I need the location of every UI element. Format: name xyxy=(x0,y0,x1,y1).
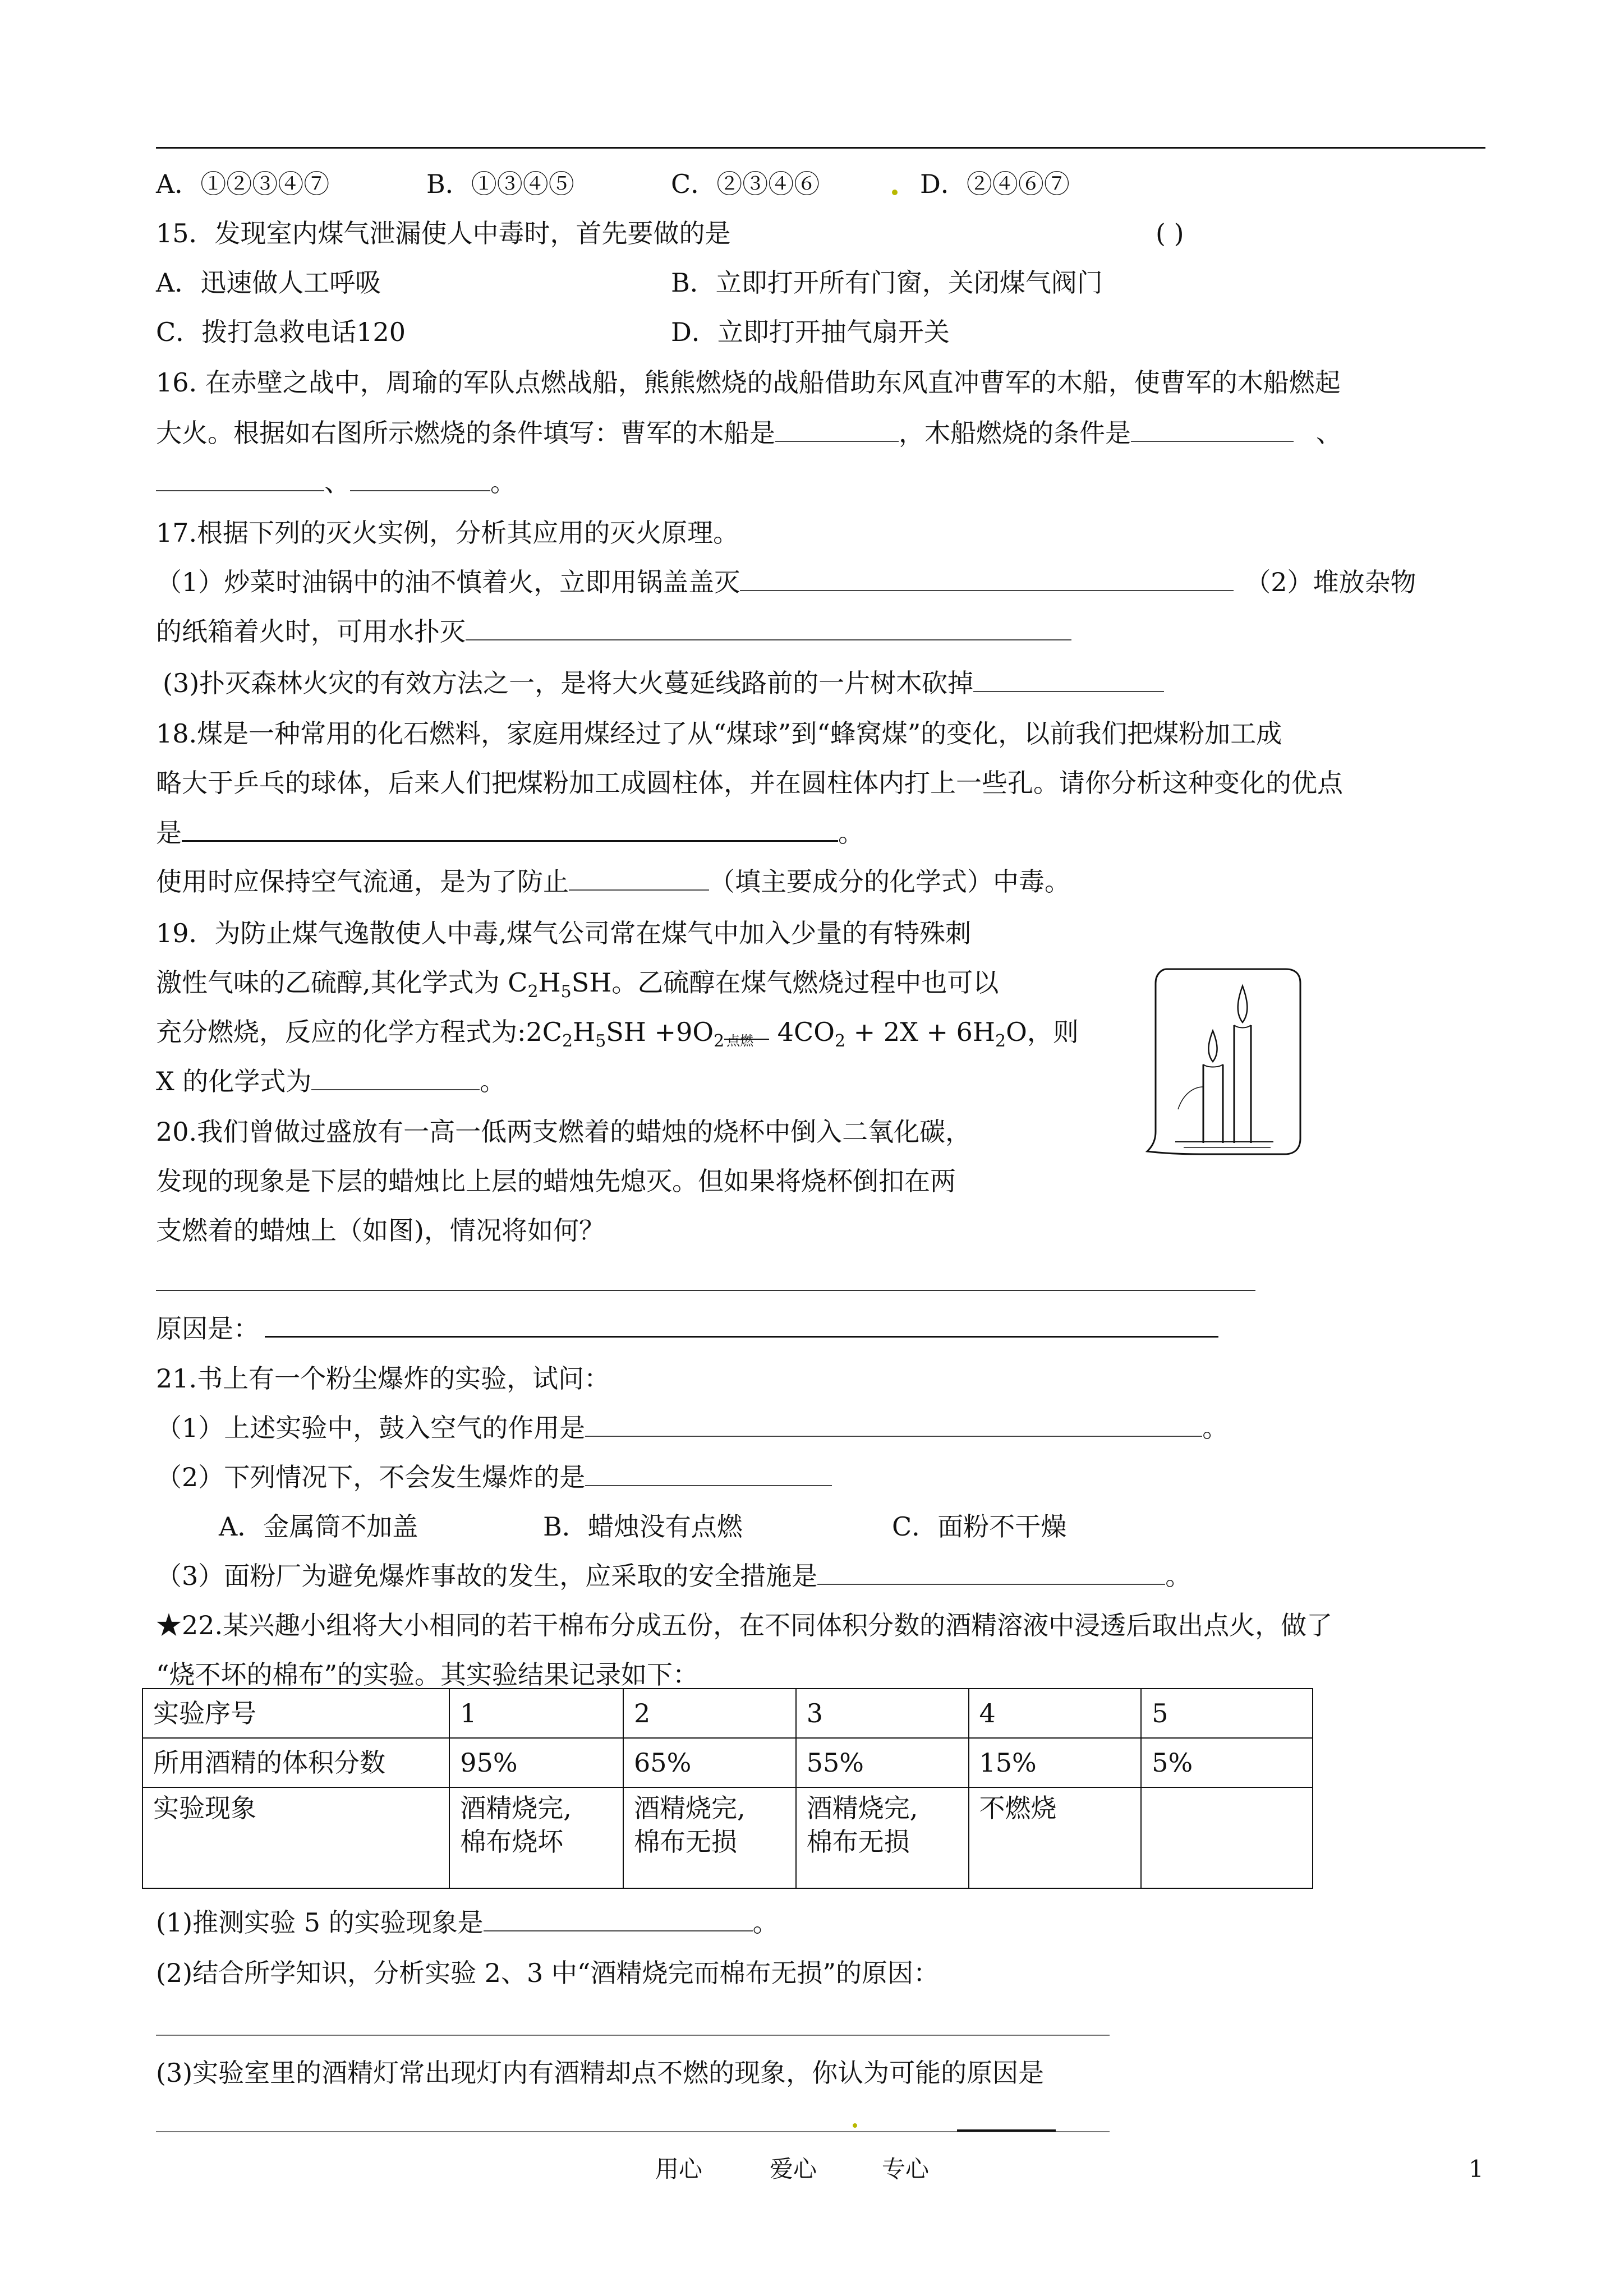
accent-dot xyxy=(892,190,898,195)
q16-blank-3[interactable] xyxy=(156,465,324,491)
q18-blank-1[interactable] xyxy=(182,815,838,842)
q17-blank-3[interactable] xyxy=(973,666,1164,692)
table-cell: 酒精烧完, 棉布无损 xyxy=(796,1787,969,1888)
q14-option-a: A．①②③④⑦ xyxy=(156,169,330,199)
q22-part2: (2)结合所学知识，分析实验 2、3 中“酒精烧完而棉布无损”的原因： xyxy=(156,1958,939,1988)
table-cell: 65% xyxy=(623,1738,796,1787)
q18-text-a: 是 xyxy=(156,818,182,848)
table-cell[interactable] xyxy=(1141,1787,1313,1888)
q17-part2-text: （2）堆放杂物 xyxy=(1245,567,1416,597)
table-cell: 不燃烧 xyxy=(969,1787,1142,1888)
q14-option-d: D．②④⑥⑦ xyxy=(920,169,1070,199)
q20-reason xyxy=(156,1311,1218,1345)
q17-part1 xyxy=(156,565,1416,599)
footer-label-b: 爱心 xyxy=(770,2155,817,2183)
table-cell: 2 xyxy=(623,1689,796,1738)
q18-text-c: 使用时应保持空气流通，是为了防止 xyxy=(156,866,569,897)
q15-stem: 15．发现室内煤气泄漏使人中毒时，首先要做的是 xyxy=(156,218,731,248)
inverted-beaker-candles-figure xyxy=(1144,958,1313,1171)
q20-reason-label: 原因是： xyxy=(156,1313,259,1344)
q16-text-a: 大火。根据如右图所示燃烧的条件填写：曹军的木船是 xyxy=(156,418,775,448)
table-cell: 酒精烧完, 棉布烧坏 xyxy=(449,1787,623,1888)
q22-part1: (1)推测实验 5 的实验现象是 。 xyxy=(156,1906,779,1939)
q21-part2: （2）下列情况下，不会发生爆炸的是 xyxy=(156,1460,832,1494)
q18-line1: 18.煤是一种常用的化石燃料，家庭用煤经过了从“煤球”到“蜂窝煤”的变化，以前我们把煤粉加工成 xyxy=(156,718,1282,749)
q16-end: 。 xyxy=(490,467,516,497)
q20-answer-line[interactable] xyxy=(156,1290,1255,1291)
q16-text-b: ，木船燃烧的条件是 xyxy=(899,418,1131,448)
q18-line2: 略大于乒乓的球体，后来人们把煤粉加工成圆柱体，并在圆柱体内打上一些孔。请你分析这种变化的优点 xyxy=(156,768,1343,798)
q17-part1-text: （1）炒菜时油锅中的油不慎着火，立即用锅盖盖灭 xyxy=(156,567,740,597)
q20-line3: 支燃着的蜡烛上（如图)，情况将如何？ xyxy=(156,1215,605,1246)
q17-part3 xyxy=(163,666,1164,700)
q19-formula-b: SH。乙硫醇在煤气燃烧过程中也可以 xyxy=(571,967,999,998)
header-rule xyxy=(156,147,1485,149)
table-cell: 55% xyxy=(796,1738,969,1787)
q17-part2-text-cont: 的纸箱着火时，可用水扑灭 xyxy=(156,616,466,647)
q14-option-b: B．①③④⑤ xyxy=(426,169,574,199)
q15-answer-bracket: ( ) xyxy=(1156,218,1184,248)
q17-part3-text: (3)扑灭森林火灾的有效方法之一，是将大火蔓延线路前的一片树木砍掉 xyxy=(163,668,974,698)
q16-line3 xyxy=(156,465,516,499)
q22-line2: “烧不坏的棉布”的实验。其实验结果记录如下： xyxy=(156,1659,699,1690)
q18-line4 xyxy=(156,865,1070,898)
table-cell: 5% xyxy=(1141,1738,1313,1787)
table-row xyxy=(142,1738,1313,1787)
footer-label-a: 用心 xyxy=(655,2155,703,2183)
page-number: 1 xyxy=(1469,2155,1484,2183)
table-cell: 实验现象 xyxy=(142,1787,449,1888)
q16-blank-2[interactable] xyxy=(1131,416,1294,442)
table-cell: 1 xyxy=(449,1689,623,1738)
q21-blank-1[interactable] xyxy=(585,1411,1202,1437)
q17-part2 xyxy=(156,615,1071,648)
q21-option-c: C．面粉不干燥 xyxy=(892,1511,1067,1542)
table-cell: 5 xyxy=(1141,1689,1313,1738)
footer-label-c: 专心 xyxy=(882,2155,930,2183)
q16-line2 xyxy=(156,416,1342,450)
q22-answer-line-1[interactable] xyxy=(156,2035,1110,2036)
q18-text-d: （填主要成分的化学式）中毒。 xyxy=(709,866,1070,897)
q21-part1: （1）上述实验中，鼓入空气的作用是 。 xyxy=(156,1411,1228,1445)
q16-text-c: 、 xyxy=(1316,418,1342,448)
q19-equation: 充分燃烧，反应的化学方程式为$:2C_2H_5SH +9O_2$ 点燃 $4CO_2 + 2X + 6H_2O$，则 xyxy=(156,1017,1079,1051)
table-cell: 酒精烧完, 棉布无损 xyxy=(623,1787,796,1888)
q16-sep: 、 xyxy=(324,467,350,497)
table-cell: 15% xyxy=(969,1738,1142,1787)
q20-reason-blank[interactable] xyxy=(265,1311,1218,1338)
table-cell: 所用酒精的体积分数 xyxy=(142,1738,449,1787)
q20-line1: 20.我们曾做过盛放有一高一低两支燃着的蜡烛的烧杯中倒入二氧化碳， xyxy=(156,1117,972,1147)
q18-blank-2[interactable] xyxy=(569,865,709,891)
q22-blank-1[interactable] xyxy=(484,1906,753,1931)
q21-blank-3[interactable] xyxy=(817,1559,1165,1585)
q22-answer-line-2-dark xyxy=(957,2129,1056,2132)
q18-line3 xyxy=(156,815,864,849)
q17-blank-2[interactable] xyxy=(466,615,1071,640)
table-row xyxy=(142,1689,1313,1738)
q15-option-b: B．立即打开所有门窗，关闭煤气阀门 xyxy=(671,268,1103,298)
q19-line2: 激性气味的乙硫醇,其化学式为 $C_2H_5SH$。乙硫醇在煤气燃烧过程中也可以 xyxy=(156,967,999,1002)
q16-blank-1[interactable] xyxy=(775,416,899,442)
accent-dot-2 xyxy=(853,2123,857,2128)
q17-stem: 17.根据下列的灭火实例，分析其应用的灭火原理。 xyxy=(156,518,739,548)
q17-blank-1[interactable] xyxy=(740,565,1234,591)
q21-option-b: B．蜡烛没有点燃 xyxy=(543,1511,743,1542)
q16-blank-4[interactable] xyxy=(350,465,490,491)
q15-option-d: D．立即打开抽气扇开关 xyxy=(671,317,950,347)
q20-line2: 发现的现象是下层的蜡烛比上层的蜡烛先熄灭。但如果将烧杯倒扣在两 xyxy=(156,1166,956,1196)
q21-part3: （3）面粉厂为避免爆炸事故的发生，应采取的安全措施是 。 xyxy=(156,1559,1191,1593)
q22-line1: ★22.某兴趣小组将大小相同的若干棉布分成五份，在不同体积分数的酒精溶液中浸透后取出点火，做了 xyxy=(156,1610,1333,1640)
table-cell: 4 xyxy=(969,1689,1142,1738)
q19-formula-a: 激性气味的乙硫醇,其化学式为 C xyxy=(156,967,528,998)
q19-line4: X 的化学式为 。 xyxy=(156,1064,505,1098)
q19-line1: 19．为防止煤气逸散使人中毒,煤气公司常在煤气中加入少量的有特殊刺 xyxy=(156,918,972,948)
table-cell: 实验序号 xyxy=(142,1689,449,1738)
q21-blank-2[interactable] xyxy=(585,1460,832,1486)
table-row xyxy=(142,1787,1313,1888)
q21-option-a: A．金属筒不加盖 xyxy=(219,1511,418,1542)
q14-option-c: C．②③④⑥ xyxy=(671,169,820,199)
q18-text-b: 。 xyxy=(838,818,864,848)
table-cell: 3 xyxy=(796,1689,969,1738)
table-cell: 95% xyxy=(449,1738,623,1787)
q15-option-a: A．迅速做人工呼吸 xyxy=(156,268,381,298)
q22-part3: (3)实验室里的酒精灯常出现灯内有酒精却点不燃的现象，你认为可能的原因是 xyxy=(156,2058,1045,2088)
experiment-results-table xyxy=(142,1688,1313,1889)
q19-blank[interactable] xyxy=(311,1064,480,1090)
q16-line1: 16. 在赤壁之战中，周瑜的军队点燃战船，熊熊燃烧的战船借助东风直冲曹军的木船，使曹军的木船燃起 xyxy=(156,367,1341,398)
q15-option-c: C．拨打急救电话120 xyxy=(156,317,406,347)
q21-stem: 21.书上有一个粉尘爆炸的实验，试问： xyxy=(156,1363,610,1394)
